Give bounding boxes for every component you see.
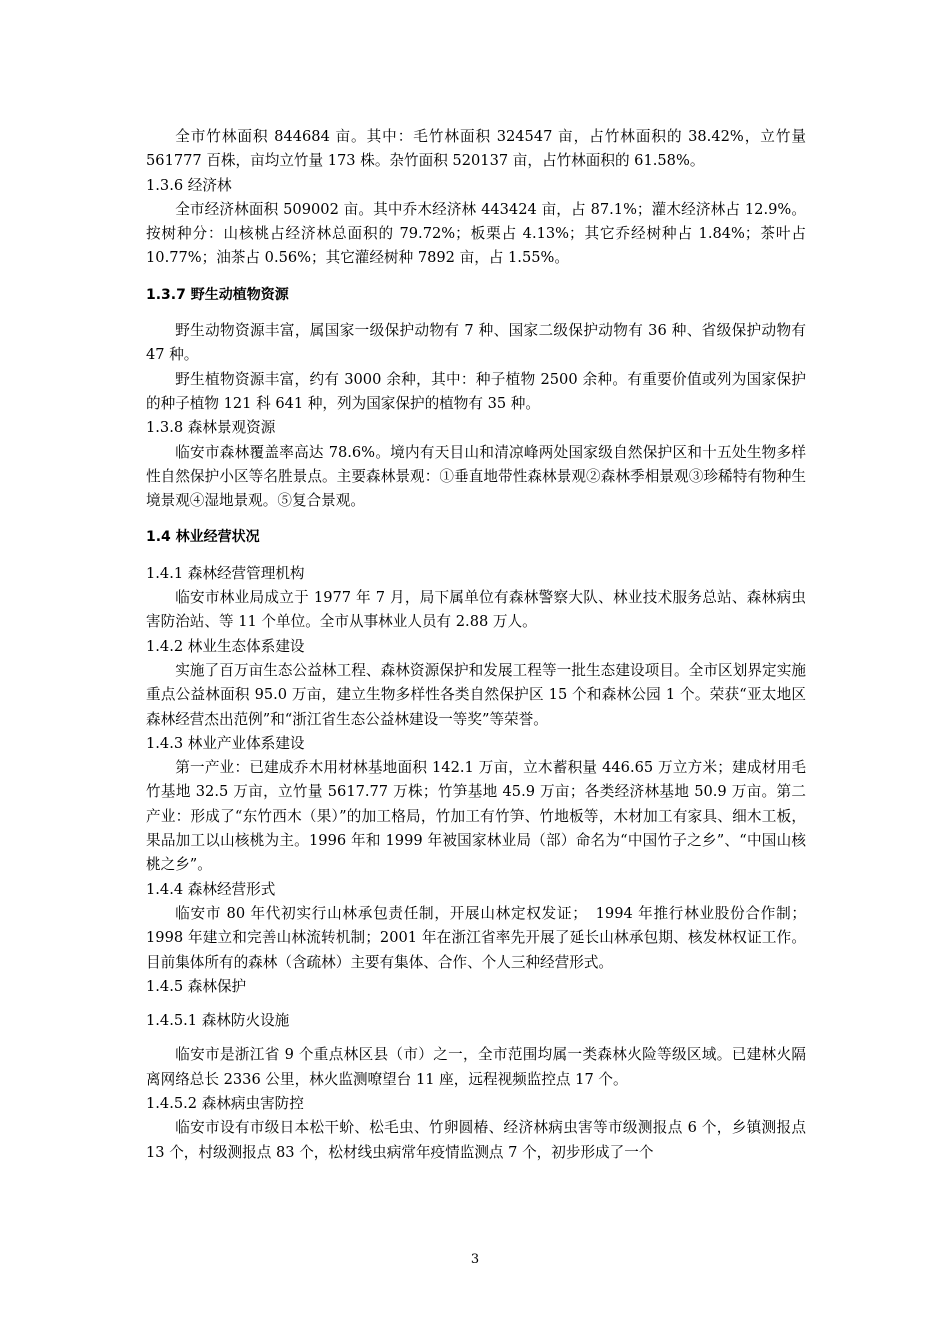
heading-1-4-1: 1.4.1 森林经营管理机构 <box>146 564 305 582</box>
heading-1-4-5-2: 1.4.5.2 森林病虫害防控 <box>146 1094 304 1112</box>
paragraph-wild-animals: 野生动物资源丰富，属国家一级保护动物有 7 种、国家二级保护动物有 36 种、省级保护动物有 47 种。 <box>146 322 806 364</box>
heading-1-4-5: 1.4.5 森林保护 <box>146 977 247 995</box>
paragraph-industry-system: 第一产业：已建成乔木用材林基地面积 142.1 万亩，立木蓄积量 446.65 万立方米；建成材用毛竹基地 32.5 万亩，立竹量 5617.77 万株；竹笋基地 45.9 万亩；各类经济林基地 50.9 万亩。第二产业：形成了“东竹西木（果）”的加工格局，竹加工有竹笋、竹地板等，木材加工有家具、细木工板，果品加工以山核桃为主。1996 年和 1999 年被国家林业局（部）命名为“中国竹子之乡”、“中国山核桃之乡”。 <box>146 759 806 874</box>
paragraph-economic-forest: 全市经济林面积 509002 亩。其中乔木经济林 443424 亩，占 87.1%；灌木经济林占 12.9%。按树种分：山核桃占经济林总面积的 79.72%；板栗占 4.13%；其它乔经树种占 1.84%；茶叶占 10.77%；油茶占 0.56%；其它灌经树种 7892 亩，占 1.55%。 <box>146 200 806 267</box>
paragraph-pest-control: 临安市设有市级日本松干蚧、松毛虫、竹卵圆椿、经济林病虫害等市级测报点 6 个，乡镇测报点 13 个，村级测报点 83 个，松材线虫病常年疫情监测点 7 个，初步形成了一个 <box>146 1119 806 1161</box>
paragraph-wild-plants: 野生植物资源丰富，约有 3000 余种，其中：种子植物 2500 余种。有重要价值或列为国家保护的种子植物 121 科 641 种，列为国家保护的植物有 35 种。 <box>146 370 806 412</box>
heading-1-4-4: 1.4.4 森林经营形式 <box>146 880 276 898</box>
page-number: 3 <box>470 1252 480 1267</box>
heading-1-4-3: 1.4.3 林业产业体系建设 <box>146 734 305 752</box>
heading-1-4-5-1: 1.4.5.1 森林防火设施 <box>146 1012 290 1030</box>
heading-1-3-6: 1.3.6 经济林 <box>146 176 232 194</box>
paragraph-fire-prevention: 临安市是浙江省 9 个重点林区县（市）之一，全市范围均属一类森林火险等级区域。已建林火隔离网络总长 2336 公里，林火监测嘹望台 11 座，远程视频监控点 17 个。 <box>146 1046 806 1088</box>
document-body <box>146 125 806 1165</box>
paragraph-management-forms: 临安市 80 年代初实行山林承包责任制，开展山林定权发证； 1994 年推行林业股份合作制；1998 年建立和完善山林流转机制；2001 年在浙江省率先开展了延长山林承包期、核发林权证工作。目前集体所有的森林（含疏林）主要有集体、合作、个人三种经营形式。 <box>146 904 806 971</box>
heading-1-4-2: 1.4.2 林业生态体系建设 <box>146 637 305 655</box>
paragraph-ecological-system: 实施了百万亩生态公益林工程、森林资源保护和发展工程等一批生态建设项目。全市区划界定实施重点公益林面积 95.0 万亩，建立生物多样性各类自然保护区 15 个和森林公园 1 个。荣获“亚太地区森林经营杰出范例”和“浙江省生态公益林建设一等奖”等荣誉。 <box>146 661 806 728</box>
heading-1-4: 1.4 林业经营状况 <box>146 529 260 546</box>
paragraph-management-agency: 临安市林业局成立于 1977 年 7 月，局下属单位有森林警察大队、林业技术服务总站、森林病虫害防治站、等 11 个单位。全市从事林业人员有 2.88 万人。 <box>146 589 806 631</box>
heading-1-3-8: 1.3.8 森林景观资源 <box>146 419 276 437</box>
paragraph-forest-landscape: 临安市森林覆盖率高达 78.6%。境内有天目山和清凉峰两处国家级自然保护区和十五处生物多样性自然保护小区等名胜景点。主要森林景观：①垂直地带性森林景观②森林季相景观③珍稀特有物种生境景观④湿地景观。⑤复合景观。 <box>146 443 806 510</box>
heading-1-3-7: 1.3.7 野生动植物资源 <box>146 286 289 303</box>
paragraph-bamboo-area: 全市竹林面积 844684 亩。其中：毛竹林面积 324547 亩，占竹林面积的 38.42%，立竹量 561777 百株，亩均立竹量 173 株。杂竹面积 520137 亩，占竹林面积的 61.58%。 <box>146 128 806 170</box>
